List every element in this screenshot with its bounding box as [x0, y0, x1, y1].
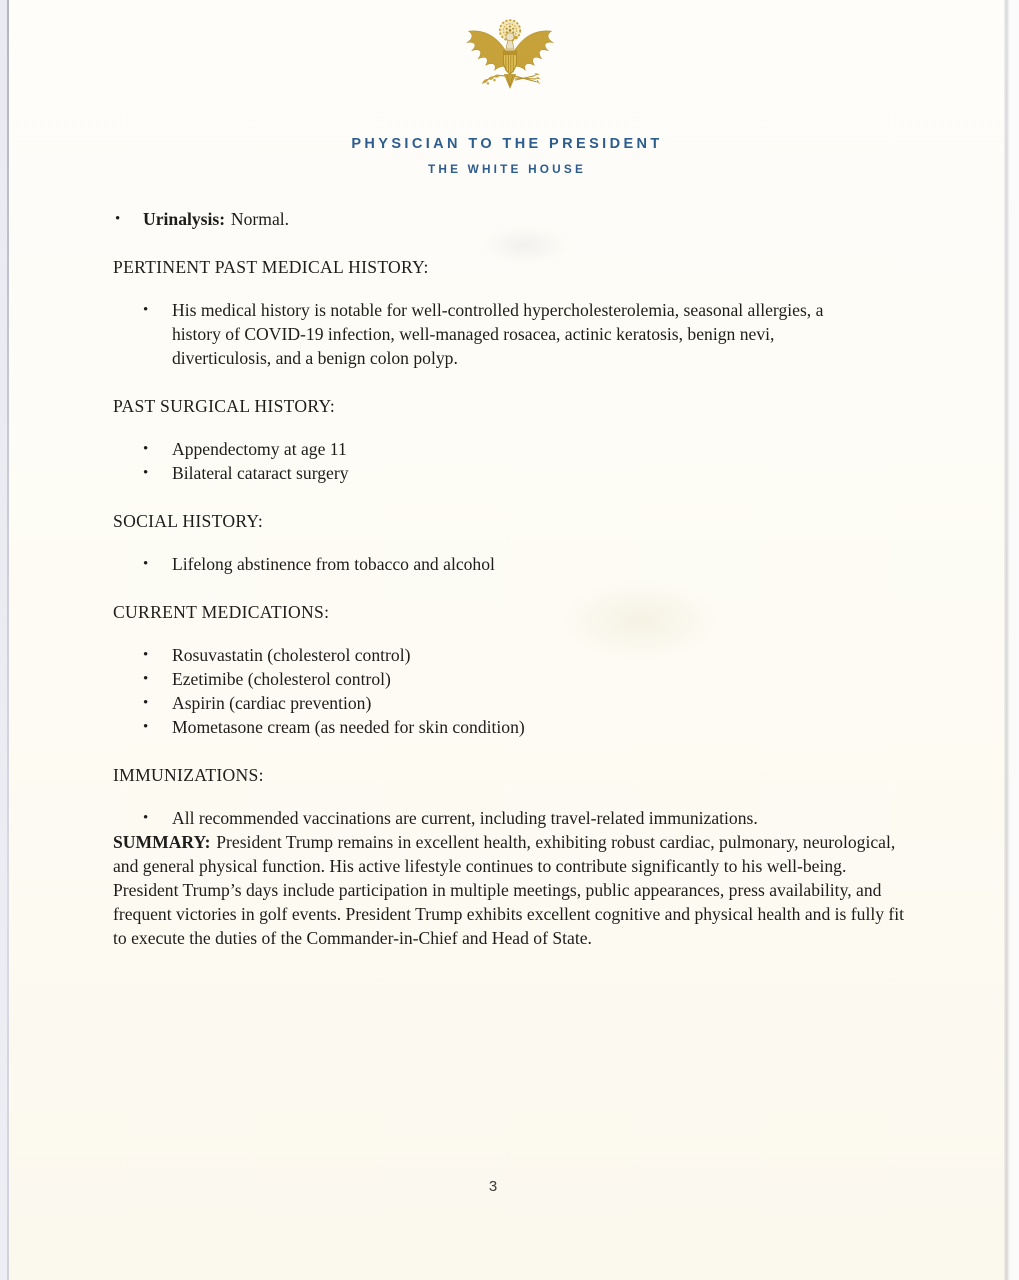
letterhead-subtitle: THE WHITE HOUSE — [427, 162, 587, 176]
list-item — [113, 691, 910, 715]
bullet-marker — [113, 207, 143, 231]
presidential-eagle-seal-icon — [461, 12, 559, 114]
bullet-list — [113, 806, 910, 830]
summary-label: SUMMARY: — [113, 832, 211, 852]
bullet-list — [113, 552, 910, 576]
page-number: 3 — [488, 1178, 498, 1195]
bullet-marker — [143, 667, 172, 691]
summary-paragraph — [113, 830, 910, 950]
list-item-text: Aspirin (cardiac prevention) — [172, 693, 372, 713]
bullet-marker — [143, 437, 172, 461]
document-body — [113, 207, 910, 950]
list-item — [113, 437, 910, 461]
list-item-text: Bilateral cataract surgery — [172, 463, 349, 483]
list-item — [113, 643, 910, 667]
list-item-text: All recommended vaccinations are current, including travel-related immunizations. — [172, 808, 758, 828]
list-item — [113, 298, 910, 370]
list-item-label: Urinalysis: — [143, 209, 226, 229]
scan-left-edge-line — [7, 0, 9, 1280]
list-item — [113, 552, 910, 576]
list-item-text: Appendectomy at age 11 — [172, 439, 347, 459]
list-item — [113, 667, 910, 691]
section-heading-social-history: SOCIAL HISTORY: — [113, 511, 264, 531]
list-item — [113, 461, 910, 485]
scan-left-edge — [0, 0, 7, 1280]
list-item-text: Ezetimibe (cholesterol control) — [172, 669, 391, 689]
section-heading-current-medications: CURRENT MEDICATIONS: — [113, 602, 330, 622]
bullet-list — [113, 437, 910, 485]
list-item — [113, 806, 910, 830]
scan-right-edge-line — [1004, 0, 1010, 1280]
list-item-text: Mometasone cream (as needed for skin condition) — [172, 717, 525, 737]
section-heading-immunizations: IMMUNIZATIONS: — [113, 765, 264, 785]
list-item-text: Urinalysis: Normal. — [143, 209, 290, 229]
list-item — [113, 715, 910, 739]
scan-right-edge — [1010, 0, 1019, 1280]
list-item-text: Lifelong abstinence from tobacco and alcohol — [172, 554, 495, 574]
bullet-marker — [143, 552, 172, 576]
bullet-marker — [143, 806, 172, 830]
list-item-urinalysis — [113, 207, 910, 231]
summary-text: President Trump remains in excellent health, exhibiting robust cardiac, pulmonary, neurological, and general physical function. His active lifestyle continues to contribute significantly to his well-being. President Trump’s days include participation in multiple meetings, public appearances, press availability, and frequent victories in golf events. President Trump exhibits excellent cognitive and physical health and is fully fit to execute the duties of the Commander-in-Chief and Head of State. — [113, 832, 905, 948]
section-heading-pertinent-past-medical-history: PERTINENT PAST MEDICAL HISTORY: — [113, 257, 429, 277]
bullet-marker — [143, 691, 172, 715]
bullet-marker — [143, 643, 172, 667]
list-item-text: Rosuvastatin (cholesterol control) — [172, 645, 411, 665]
section-heading-past-surgical-history: PAST SURGICAL HISTORY: — [113, 396, 336, 416]
letterhead-title: PHYSICIAN TO THE PRESIDENT — [351, 136, 663, 152]
list-item-text: His medical history is notable for well-controlled hypercholesterolemia, seasonal allergies, a history of COVID-19 infection, well-managed rosacea, actinic keratosis, benign nevi, diverticulosis, and a benign colon polyp. — [172, 300, 824, 368]
bullet-marker — [143, 715, 172, 739]
bullet-marker — [143, 298, 172, 322]
bullet-list — [113, 643, 910, 739]
bullet-list — [113, 298, 910, 370]
bullet-marker — [143, 461, 172, 485]
